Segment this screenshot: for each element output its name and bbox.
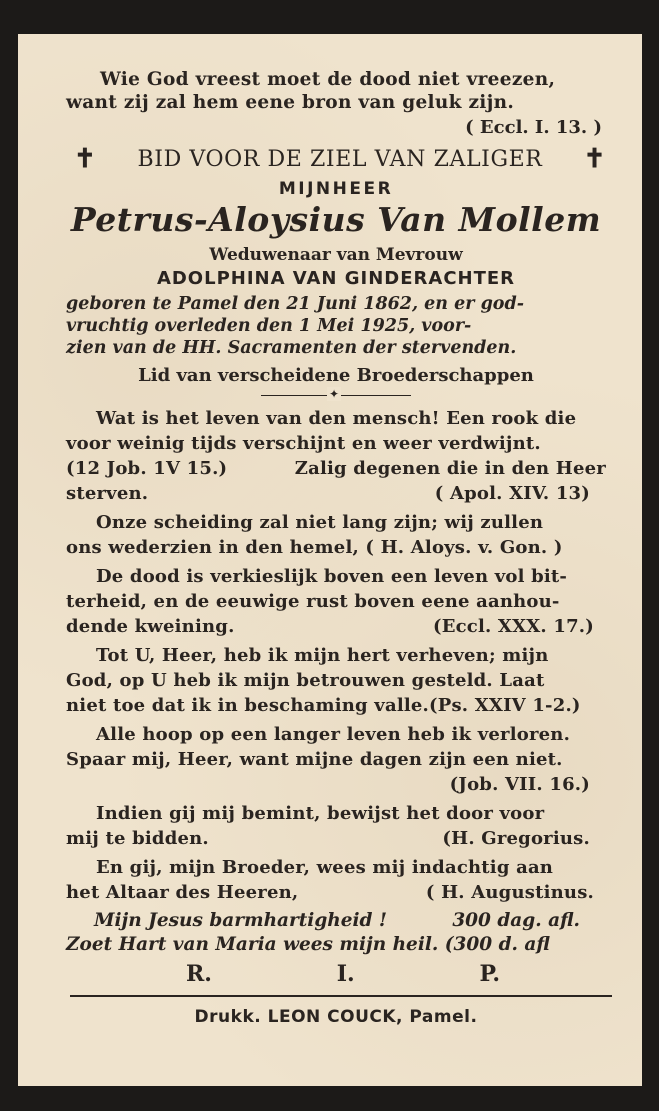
quote-line: ons wederzien in den hemel, ( H. Aloys. v. Gon. )	[66, 537, 563, 558]
indulgences	[66, 909, 606, 957]
quote-block	[66, 855, 606, 905]
indulgence-line: Zoet Hart van Maria wees mijn heil. (300 d. afl	[66, 934, 550, 955]
quote-block	[66, 722, 606, 797]
printer-imprint: Drukk. LEON COUCK, Pamel.	[194, 1007, 478, 1027]
quote-block	[66, 643, 606, 718]
indulgence-line	[66, 909, 606, 933]
quote-reference: (Job. VII. 16.)	[449, 774, 590, 795]
quote-line	[66, 614, 606, 639]
prayer-text: BID VOOR DE ZIEL VAN ZALIGER	[137, 146, 543, 172]
quote-line	[66, 880, 606, 905]
quote-reference: ( H. Augustinus.	[425, 882, 594, 903]
divider	[261, 388, 411, 402]
title: MIJNHEER	[278, 179, 394, 199]
quote-line: Alle hoop op een langer leven heb ik verloren.	[96, 724, 571, 745]
quote-block	[66, 406, 606, 506]
motto-line: want zij zal hem eene bron van geluk zijn.	[66, 92, 515, 113]
quote-line: Indien gij mij bemint, bewijst het door voor	[96, 803, 545, 824]
quote-block	[66, 564, 606, 639]
quote-text: mij te bidden.	[66, 828, 209, 849]
birth-line: geboren te Pamel den 21 Juni 1862, en er god-	[66, 294, 524, 314]
widower-of: Weduwenaar van Mevrouw	[209, 245, 463, 265]
quote-line: voor weinig tijds verschijnt en weer verdwijnt.	[66, 433, 541, 454]
quote-line: Wat is het leven van den mensch! Een rook die	[96, 408, 577, 429]
quote-line: God, op U heb ik mijn betrouwen gesteld. Laat	[66, 670, 545, 691]
quote-line: Spaar mij, Heer, want mijne dagen zijn een niet.	[66, 749, 563, 770]
cross-icon: ✝	[74, 144, 97, 174]
quote-block	[66, 801, 606, 851]
membership: Lid van verscheidene Broederschappen	[138, 365, 534, 386]
quote-reference: (H. Gregorius.	[442, 828, 590, 849]
quote-line: terheid, en de eeuwige rust boven eene aanhou-	[66, 591, 560, 612]
rip-letter: P.	[479, 961, 500, 987]
footer-rule	[70, 995, 612, 997]
quote-line	[66, 481, 606, 506]
quote-line: De dood is verkieslijk boven een leven vol bit-	[96, 566, 568, 587]
wife-name: ADOLPHINA VAN GINDERACHTER	[156, 268, 516, 289]
quote-reference: (Eccl. XXX. 17.)	[433, 616, 594, 637]
indulgence-days: 300 dag. afl.	[452, 910, 580, 931]
memorial-card	[18, 34, 642, 1086]
deceased-name: Petrus-Aloysius Van Mollem	[70, 200, 602, 239]
prayer-heading	[66, 144, 606, 174]
quote-line	[66, 456, 606, 481]
quote-line	[66, 826, 606, 851]
quote-line: niet toe dat ik in beschaming valle.(Ps. XXIV 1-2.)	[66, 695, 581, 716]
motto-line: Wie God vreest moet de dood niet vreezen,	[100, 69, 556, 90]
quote-text: sterven.	[66, 483, 149, 504]
birth-death-info	[66, 293, 606, 359]
quote-reference: (12 Job. 1V 15.)	[66, 458, 228, 479]
rip-letter: R.	[186, 961, 212, 987]
birth-line: zien van de HH. Sacramenten der stervenden.	[66, 338, 517, 358]
quote-text: het Altaar des Heeren,	[66, 882, 299, 903]
rip-letter: I.	[336, 961, 355, 987]
rip	[66, 961, 606, 987]
indulgence-prayer: Mijn Jesus barmhartigheid !	[94, 910, 388, 931]
quote-line: Tot U, Heer, heb ik mijn hert verheven; mijn	[96, 645, 549, 666]
quote-line: En gij, mijn Broeder, wees mij indachtig aan	[96, 857, 554, 878]
quote-block	[66, 510, 606, 560]
quote-reference: ( Apol. XIV. 13)	[434, 483, 590, 504]
motto-reference: ( Eccl. I. 13. )	[465, 117, 602, 138]
cross-icon: ✝	[583, 144, 606, 174]
star-icon: ✦	[329, 387, 340, 401]
quote-line: Onze scheiding zal niet lang zijn; wij zullen	[96, 512, 544, 533]
quote-text: Zalig degenen die in den Heer	[294, 458, 606, 479]
quote-text: dende kweining.	[66, 616, 235, 637]
birth-line: vruchtig overleden den 1 Mei 1925, voor-	[66, 316, 472, 336]
motto	[66, 68, 606, 114]
